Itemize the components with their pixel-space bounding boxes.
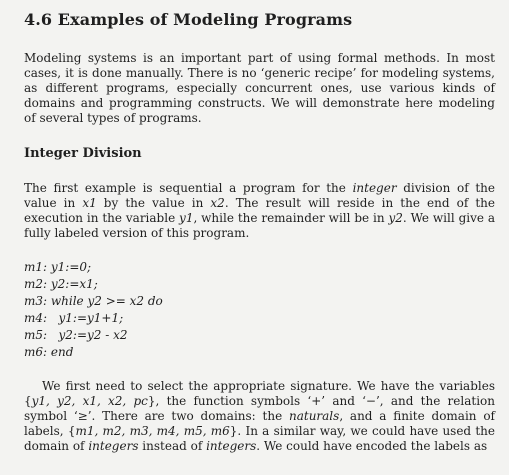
paragraph-text: instead of <box>138 439 207 453</box>
emphasized-term: integers <box>206 439 257 453</box>
emphasized-term: integer <box>352 181 397 195</box>
subsection-title: Integer Division <box>24 146 142 161</box>
variable-name: y2 <box>388 211 403 225</box>
paragraph-text: . The result will reside in the end of the execution in the variable <box>24 196 495 225</box>
section-title: 4.6 Examples of Modeling Programs <box>24 10 353 29</box>
paragraph-text: The first example is sequential a program for the <box>24 181 353 195</box>
emphasized-term: naturals <box>288 409 340 423</box>
variable-name: y1 <box>179 211 194 225</box>
integer-division-paragraph <box>24 181 495 241</box>
code-line: m3: while y2 >= x2 do <box>24 294 163 308</box>
paragraph-text: }. In a similar way, we could have used the domain of <box>24 424 495 453</box>
variable-name: x2 <box>210 196 225 210</box>
code-line: m1: y1:=0; <box>24 260 92 274</box>
paragraph-text: . We could have encoded the labels as <box>256 439 488 453</box>
intro-paragraph: Modeling systems is an important part of using formal methods. In most cases, it is done manually. There is no ‘generic recipe’ for modeling systems, as different programs, especially concurrent ones, use various kinds of domains and programming constructs. We will demonstrate here modeling of several types of programs. <box>24 51 495 125</box>
program-listing <box>24 259 495 361</box>
code-line: m2: y2:=x1; <box>24 277 98 291</box>
label-list: m1, m2, m3, m4, m5, m6 <box>75 424 230 438</box>
paragraph-text: . We will give a fully labeled version of this program. <box>24 211 495 240</box>
paragraph-text: We first need to select the appropriate signature. We have the variables { <box>24 379 495 408</box>
signature-paragraph <box>24 379 495 454</box>
code-line: m5: y2:=y2 - x2 <box>24 328 128 342</box>
variable-name: x1 <box>82 196 97 210</box>
paragraph-text: division of the value in <box>24 181 495 210</box>
paragraph-text: , and a finite domain of labels, { <box>24 409 495 438</box>
emphasized-term: integers <box>88 439 139 453</box>
paragraph-text: }, the function symbols ‘+’ and ‘−’, and the relation symbol ‘≥’. There are two domains: the <box>24 394 495 423</box>
paragraph-text: , while the remainder will be in <box>193 211 389 225</box>
paragraph-text: by the value in <box>96 196 211 210</box>
variable-list: y1, y2, x1, x2, pc <box>31 394 148 408</box>
code-line: m6: end <box>24 345 74 359</box>
code-line: m4: y1:=y1+1; <box>24 311 124 325</box>
